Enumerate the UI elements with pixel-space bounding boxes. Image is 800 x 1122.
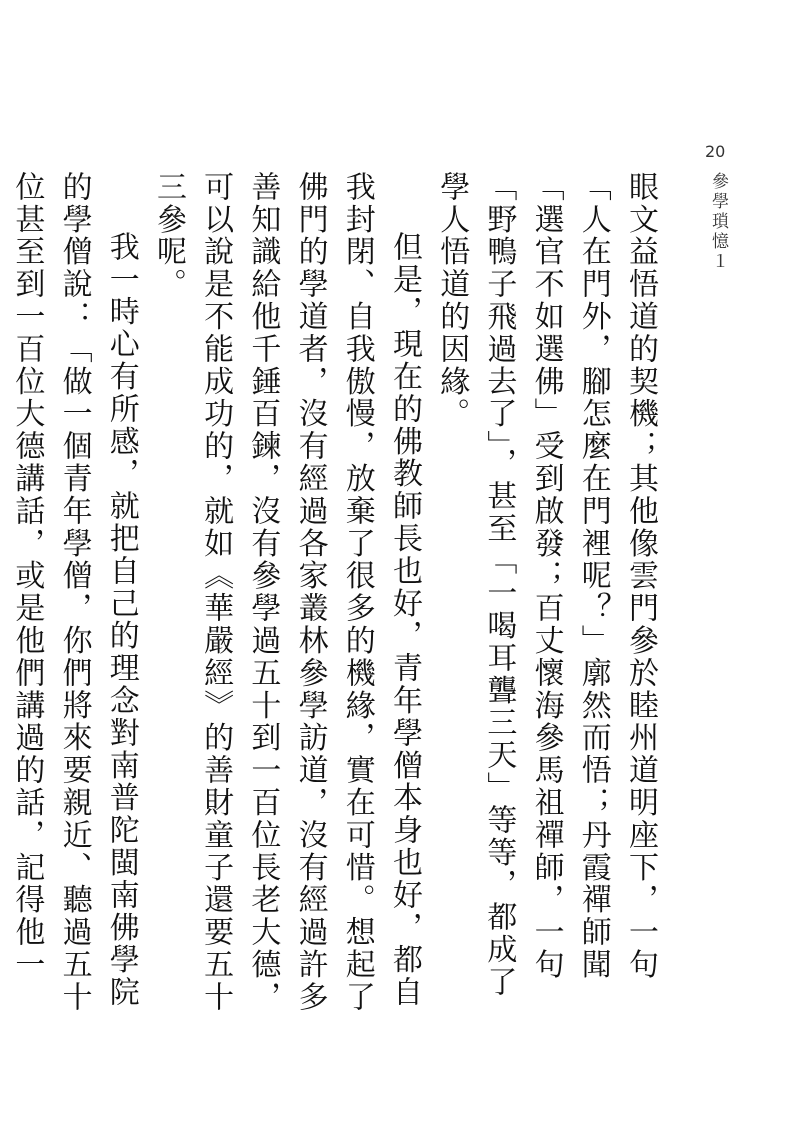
body-text	[9, 171, 664, 1021]
paragraph-3: 我一時心有所感，就把自己的理念對南普陀閩南佛學院的學僧說：「做一個青年學僧，你們將來要親近、聽過五十位甚至到一百位大德講話，或是他們講過的話，記得他一	[9, 171, 139, 1014]
paragraph-2: 但是，現在的佛教師長也好，青年學僧本身也好，都自我封閉、自我傲慢，放棄了很多的機緣，實在可惜。想起了佛門的學道者，沒有經過各家叢林參學訪道，沒有經過許多善知識給他千錘百鍊，沒有參學過五十到一百位長老大德，可以說是不能成功的，就如《華嚴經》的善財童子還要五十三參呢。	[150, 171, 422, 1014]
running-head: 參學瑣憶１	[708, 172, 728, 272]
paragraph-1: 眼文益悟道的契機；其他像雲門參於睦州道明座下，一句「人在門外，腳怎麼在門裡呢？」廓然而悟；丹霞禪師聞「選官不如選佛」受到啟發；百丈懷海參馬祖禪師，一句「野鴨子飛過去了」，甚至「一喝耳聾三天」等等，都成了學人悟道的因緣。	[434, 171, 658, 999]
page-number: 20	[705, 142, 726, 161]
